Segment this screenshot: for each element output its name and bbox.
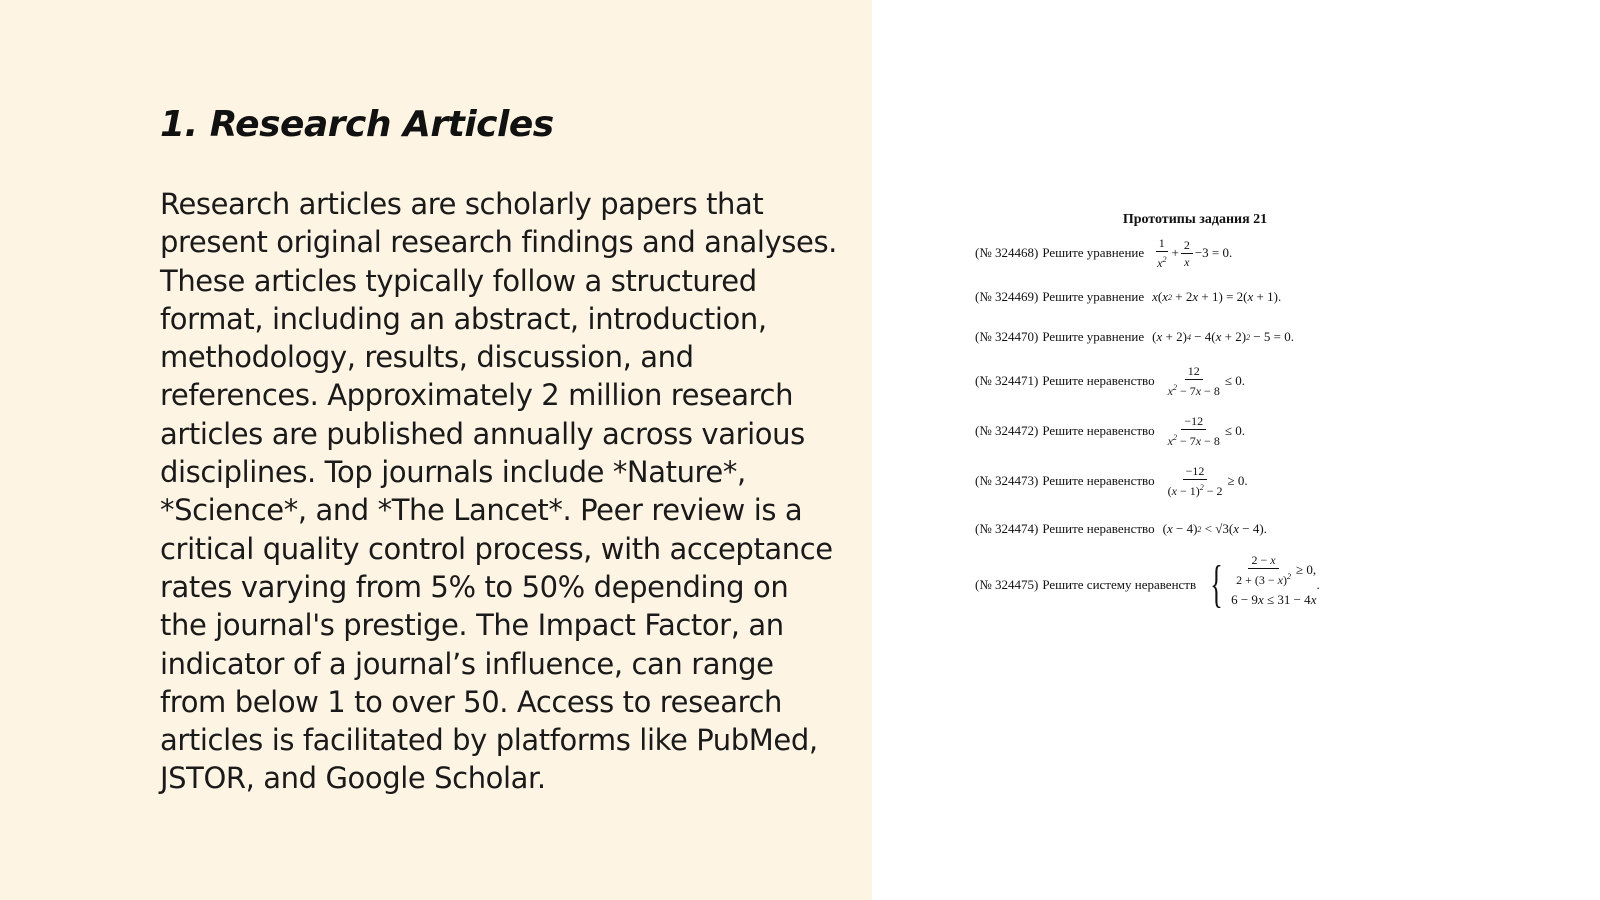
problem-verb: Решите неравенство xyxy=(1042,373,1155,388)
problem-formula: $\frac{12}{x^2 - 7x - 8}$ ≤ 0. xyxy=(1167,364,1245,398)
math-problems-image xyxy=(975,205,1355,613)
problem-item xyxy=(975,329,1294,345)
problem-verb: Решите неравенство xyxy=(1042,473,1155,488)
problem-formula: { $\frac{2 - x}{2 + (3 - x)^2}$ ≥ 0, 6 − 9 x ≤ 31 − 4 x . xyxy=(1210,553,1320,613)
problem-formula: x ( x 2 + 2 x + 1) = 2( x + 1). xyxy=(1152,289,1282,304)
problem-item xyxy=(975,521,1267,537)
problem-number: (№ 324471) xyxy=(975,373,1039,388)
problem-number: (№ 324468) xyxy=(975,245,1039,260)
problem-number: (№ 324472) xyxy=(975,423,1039,438)
problem-item xyxy=(975,413,1245,449)
slide-heading: 1. Research Articles xyxy=(160,104,554,145)
problem-item xyxy=(975,463,1248,499)
problems-title: Прототипы задания 21 xyxy=(1122,212,1268,227)
problem-item xyxy=(975,555,1320,615)
image-panel xyxy=(872,0,1600,900)
problem-verb: Решите уравнение xyxy=(1042,329,1145,344)
problem-number: (№ 324469) xyxy=(975,289,1039,304)
problem-formula: $\frac{-12}{x^2 - 7x - 8}$ ≤ 0. xyxy=(1167,414,1245,448)
problem-formula: ( x + 2) 4 − 4( x + 2) 2 − 5 = 0. xyxy=(1152,329,1294,344)
problem-formula: $\frac{-12}{(x - 1)^2 - 2}$ ≥ 0. xyxy=(1167,464,1248,498)
problem-verb: Решите уравнение xyxy=(1042,289,1145,304)
problem-number: (№ 324474) xyxy=(975,521,1039,536)
problem-verb: Решите неравенство xyxy=(1042,423,1155,438)
problem-verb: Решите уравнение xyxy=(1042,245,1145,260)
problem-number: (№ 324470) xyxy=(975,329,1039,344)
problem-item xyxy=(975,289,1281,305)
problem-number: (№ 324475) xyxy=(975,577,1039,592)
problem-number: (№ 324473) xyxy=(975,473,1039,488)
problem-verb: Решите систему неравенств xyxy=(1042,577,1197,592)
problem-verb: Решите неравенство xyxy=(1042,521,1155,536)
problem-item xyxy=(975,235,1232,271)
problem-formula: $\frac{1}{x^2}$ + $\frac{2}{x}$ −3 = 0. xyxy=(1157,236,1233,270)
problem-item xyxy=(975,363,1245,399)
slide-body-text: Research articles are scholarly papers that present original research findings and analyses. These articles typically follow a structured format, including an abstract, introduction, methodology, results, discussion, and references. Approximately 2 million research articles are published annually across various disciplines. Top journals include *Nature*, *Science*, and *The Lancet*. Peer review is a critical quality control process, with acceptance rates varying from 5% to 50% depending on the journal's prestige. The Impact Factor, an indicator of a journal’s influence, can range from below 1 to over 50. Access to research articles is facilitated by platforms like PubMed, JSTOR, and Google Scholar. xyxy=(160,187,837,796)
problem-formula: ( x − 4) 2 < √3( x − 4). xyxy=(1162,521,1267,536)
